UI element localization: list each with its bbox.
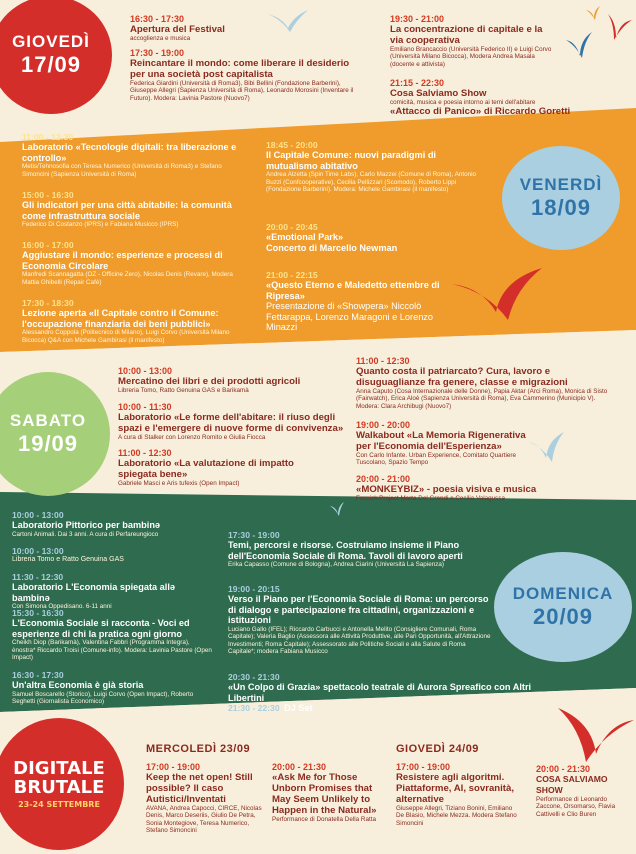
event-time: 17:00 - 19:00 (396, 762, 451, 772)
event-title: Quanto costa il patriarcato? Cura, lavoro e disuguaglianze fra genere, classe e migrazioni (356, 366, 568, 388)
event-sun-5 (12, 670, 212, 705)
event-fri-2 (22, 190, 242, 229)
event-desc: Con Simona Oppedisano. 6-11 anni (12, 603, 112, 611)
event-desc: Con Carlo Infante. Urban Experience, Comitato Quartiere Tuscolano, Spazio Tempo (356, 452, 516, 467)
event-title: Libreria Tomo e Ratto Genuina GAS (12, 556, 124, 563)
day-label: DOMENICA (512, 584, 614, 603)
day-circle-sunday (494, 552, 632, 662)
event-desc: Manfredi Scannagatta (OZ - Officine Zero), Nicolas Denis (Revare), Modera Mattia Ghibelli (Repair Cafè) (22, 271, 233, 286)
event-time: 11:00 - 12:30 (356, 356, 410, 366)
bird-icon (586, 6, 600, 20)
event-time: 17:00 - 19:00 (146, 762, 201, 772)
bird-icon (566, 32, 592, 58)
event-desc: Anna Caputo (Cosa Internazionale delle Donne), Papia Aktar (Arci Roma), Monica di Sisto (Fairwatch), Erica Aloè (Sapienza Università di Roma), Eva Cammerino (Municipio V). Modera: Clara Archibugi (Nuovo7) (356, 388, 608, 410)
event-time: 11:00 - 12:30 (22, 132, 74, 142)
event-title: Laboratorio L'Economia spiegata allә bambinә (12, 582, 176, 603)
event-title: Un'altra Economia è già storia (12, 680, 144, 690)
event-time: 20:00 - 21:00 (356, 474, 411, 484)
event-time: 10:00 - 13:00 (12, 510, 64, 520)
event-time: 16:00 - 17:00 (22, 240, 74, 250)
event-time: 18:45 - 20:00 (266, 140, 318, 150)
logo-line-1: DIGITALE (13, 757, 105, 779)
event-title: «Ask Me for Those Unborn Promises that May Seem Unlikely to Happen in the Natural» (272, 772, 377, 816)
event-title-2: «Attacco di Panico» di Riccardo Goretti (390, 106, 571, 118)
event-title: Lezione aperta «Il Capitale contro il Comune: l'occupazione finanziaria dei beni pubblici» (22, 308, 219, 329)
event-title: Reincantare il mondo: come liberare il desiderio per una società post capitalista (130, 58, 350, 80)
event-sun-4 (12, 608, 212, 661)
logo-dates: 23-24 SETTEMBRE (18, 799, 100, 809)
bird-icon (608, 14, 632, 40)
event-desc: Giuseppe Allegri, Tiziano Bonini, Emiliano De Blasio, Michele Mezza. Modera Stefano Simoncini (396, 805, 517, 827)
event-desc: Alessandro Coppola (Politecnico di Milano), Luigi Corvo (Università Milano Bicocca) Q&A con Michele Gambirasi (il manifesto) (22, 329, 230, 344)
event-desc: Andrea Alzetta (Spin Time Labs), Carlo Mazzei (Comune di Roma), Antonio Buzzi (Confcooperative), Cecilia Pellizzari (Scomodo), Roberto Lippi (Fondazione Barberini). Modera: Michele Gambirasi (il manifesto) (266, 171, 476, 193)
day-label: GIOVEDÌ (12, 32, 90, 51)
event-desc: Luciano Gallo (IFEL); Riccardo Carbucci e Antonella Melito (Consigliere Comunali, Roma Capitale); Valeria Baglio (Assessora alle Attività Produttive, alle Pari Opportunità, all'Attrazione Investimenti; Roma Capitale); Assessorato alle Politiche Sociali e alla Salute di Roma Capitale*; modera Fabiana Musicco (228, 625, 491, 655)
event-thu-4 (390, 78, 626, 117)
day-circle-friday (502, 146, 620, 250)
day-label: VENERDÌ (519, 175, 603, 194)
event-fri-5 (266, 140, 480, 193)
bird-icon (268, 10, 308, 32)
event-desc: Gabriele Masci e Aris tufexis (Open Impact) (118, 480, 240, 487)
event-fri-7 (266, 270, 456, 333)
bird-icon (452, 262, 542, 320)
event-sun-2 (12, 546, 212, 563)
event-desc: Libreria Tomo, Ratto Genuina GAS e Barikamà (118, 387, 249, 394)
event-time: 19:30 - 21:00 (390, 14, 445, 24)
event-sat-3 (118, 448, 328, 487)
event-sat-1 (118, 366, 338, 394)
event-time: 10:00 - 13:00 (12, 546, 64, 556)
event-desc: Performance di Leonardo Zaccone, Orsomarso, Flavia Cattivelli e Clio Buren (536, 796, 616, 818)
logo-line-2: BRUTALE (13, 776, 105, 798)
event-time: 21:30 - 22:30 (228, 703, 280, 713)
event-title: Keep the net open! Still possible? Il caso Autistici/Inventati (146, 772, 253, 805)
event-time: 19:00 - 20:00 (356, 420, 411, 430)
event-title: Verso il Piano per l'Economia Sociale di Roma: un percorso di dialogo e partecipazione fra cittadini, organizzazioni e istituzioni (228, 594, 489, 626)
event-sat-6 (356, 474, 596, 502)
event-time: 10:00 - 13:00 (118, 366, 173, 376)
event-sun-6 (228, 530, 478, 569)
event-title: Aggiustare il mondo: esperienze e processi di Economia Circolare (22, 250, 223, 271)
event-title: «MONKEYBIZ» - poesia visiva e musica (356, 484, 537, 495)
wed-heading: MERCOLEDÌ 23/09 (146, 743, 251, 755)
event-time: 11:00 - 12:30 (118, 448, 172, 458)
event-thu-3 (390, 14, 556, 68)
event-fri-4 (22, 298, 250, 344)
day-date: 20/09 (532, 604, 594, 629)
event-title: Laboratorio Pittorico per bambinә (12, 520, 161, 530)
event-title: Laboratorio «Le forme dell'abitare: il riuso degli spazi e l'emergere di nuove forme di convivenza» (118, 412, 344, 434)
event-time: 21:00 - 22:15 (266, 270, 318, 280)
event-title: Apertura del Festival (130, 24, 225, 35)
event-time: 16:30 - 17:30 (12, 670, 64, 680)
event-sun-7 (228, 584, 492, 655)
event-title: Temi, percorsi e risorse. Costruiamo insieme il Piano dell'Economia Sociale di Roma. Tavoli di lavoro aperti (228, 540, 463, 561)
event-sun-3 (12, 572, 212, 611)
event-time: 15:30 - 16:30 (12, 608, 64, 618)
event-desc: accoglienza e musica (130, 35, 191, 42)
thu-heading: GIOVEDÌ 24/09 (396, 743, 479, 755)
event-title: Mercatino dei libri e dei prodotti agricoli (118, 376, 301, 387)
event-thu-1 (130, 14, 265, 42)
event-title: COSA SALVIAMO SHOW (536, 774, 608, 795)
event-desc: Federico Di Costanzo (IPRS) e Fabiana Musicco (IPRS) (22, 221, 179, 229)
event-title-2: Presentazione di «Showpera» Niccolò Fettarappa, Lorenzo Maragoni e Lorenzo Minazzi (266, 301, 434, 333)
event-desc: AVANA, Andrea Capocci, CIRCE, Nicolas Denis, Marco Deseriis, Giulio De Petra, Sonia Montegiove, Teresa Numerico, Stefano Simoncini (146, 805, 262, 835)
event-desc: Erika Capasso (Comune di Bologna), Andrea Ciarini (Università La Sapienza) (228, 561, 444, 569)
event-db-thu-2 (536, 764, 630, 818)
event-title: Laboratorio «La valutazione di impatto spiegata bene» (118, 458, 294, 480)
bird-icon (330, 502, 344, 516)
event-time: 10:00 - 11:30 (118, 402, 172, 412)
event-fri-1 (22, 132, 242, 178)
event-time: 17:30 - 19:00 (130, 48, 185, 58)
event-time: 21:15 - 22:30 (390, 78, 445, 88)
event-desc: Cheikh Diop (Barikamà), Valentina Fabbri (Programma Integra), ènostra* Riccardo Troisi (Comune-info). Modera: Lavinia Pastore (Open Impact) (12, 639, 212, 661)
event-thu-2 (130, 48, 366, 102)
event-sun-1 (12, 510, 212, 538)
event-time: 20:00 - 21:30 (536, 764, 591, 774)
event-desc: Emiliano Brancaccio (Università Federico II) e Luigi Corvo (Università Milano Bicocca), Modera Andrea Masala (docente e attivista) (390, 46, 552, 68)
event-title-2: Concerto di Marcello Newman (266, 242, 398, 253)
day-date: 17/09 (20, 52, 82, 77)
event-desc: Metis/Tehnosofia con Teresa Numerico (Università di Roma3) e Stefano Simoncini (Sapienza Università di Roma) (22, 163, 222, 178)
event-title: DJ Set (284, 703, 313, 713)
event-desc: Samuel Boscarello (Storico), Luigi Corvo (Open Impact), Roberto Seghetti (Giornalista Economico) (12, 690, 194, 705)
digitale-brutale-logo (0, 718, 124, 850)
day-date: 18/09 (530, 195, 592, 220)
event-title: Laboratorio «Tecnologie digitali: tra liberazione e controllo» (22, 142, 237, 163)
event-time: 15:00 - 16:30 (22, 190, 74, 200)
event-title: Cosa Salviamo Show (390, 88, 487, 99)
event-time: 16:30 - 17:30 (130, 14, 185, 24)
event-sat-2 (118, 402, 344, 441)
event-sun-9 (228, 698, 428, 716)
event-time: 20:30 - 21:30 (228, 672, 280, 682)
event-time: 20:00 - 20:45 (266, 222, 318, 232)
event-db-wed-1 (146, 762, 264, 835)
event-title: «Emotional Park» (266, 232, 344, 242)
event-time: 11:30 - 12:30 (12, 572, 64, 582)
event-db-wed-2 (272, 762, 390, 823)
event-desc: Federica Giardini (Università di Roma3), Bibi Bellini (Fondazione Barberini), Giuseppe Allegri (Sapienza Università di Roma), Leonardo Morosini (Inventare il Futuro). Modera: Lavinia Pastore (Nuovo7) (130, 80, 354, 102)
event-title: L'Economia Sociale si racconta - Voci ed esperienze di chi la pratica ogni giorno (12, 618, 190, 639)
event-desc: comicità, musica e poesia intorno ai temi dell'abitare (390, 99, 536, 106)
event-sat-4 (356, 356, 618, 410)
event-title: «Un Colpo di Grazia» spettacolo teatrale di Aurora Spreafico con Altri Libertini (228, 682, 532, 703)
event-desc: Cartoni Animali. Dai 3 anni. A cura di Perfareungioco (12, 530, 159, 538)
event-time: 17:30 - 19:00 (228, 530, 280, 540)
event-fri-6 (266, 222, 466, 253)
event-title: Resistere agli algoritmi. Piattaforme, AI, sovranità, alternative (396, 772, 515, 805)
event-db-thu-1 (396, 762, 520, 827)
event-title: Gli indicatori per una città abitabile: la comunità come infrastruttura sociale (22, 200, 232, 221)
event-title: La concentrazione di capitale e la via cooperativa (390, 24, 543, 46)
event-desc: Performance di Donatella Della Ratta (272, 816, 376, 823)
bird-icon (558, 702, 634, 762)
day-date: 19/09 (17, 431, 79, 456)
day-label: SABATO (9, 411, 87, 430)
event-time: 17:30 - 18:30 (22, 298, 74, 308)
event-title: «Questo Eterno e Maledetto ettembre di Ripresa» (266, 280, 440, 301)
event-desc: Fossick Project Marta Del Grandi e Cecilia Valagussa (356, 495, 505, 502)
event-desc: A cura di Stalker con Lorenzo Romito e Giulia Fiocca (118, 434, 266, 441)
event-time: 19:00 - 20:15 (228, 584, 280, 594)
event-title: Il Capitale Comune: nuovi paradigmi di mutualismo abitativo (266, 150, 436, 171)
event-fri-3 (22, 240, 242, 286)
event-time: 20:00 - 21:30 (272, 762, 327, 772)
event-sat-5 (356, 420, 536, 467)
event-title: Walkabout «La Memoria Rigenerativa per l'Economia dell'Esperienza» (356, 430, 526, 452)
